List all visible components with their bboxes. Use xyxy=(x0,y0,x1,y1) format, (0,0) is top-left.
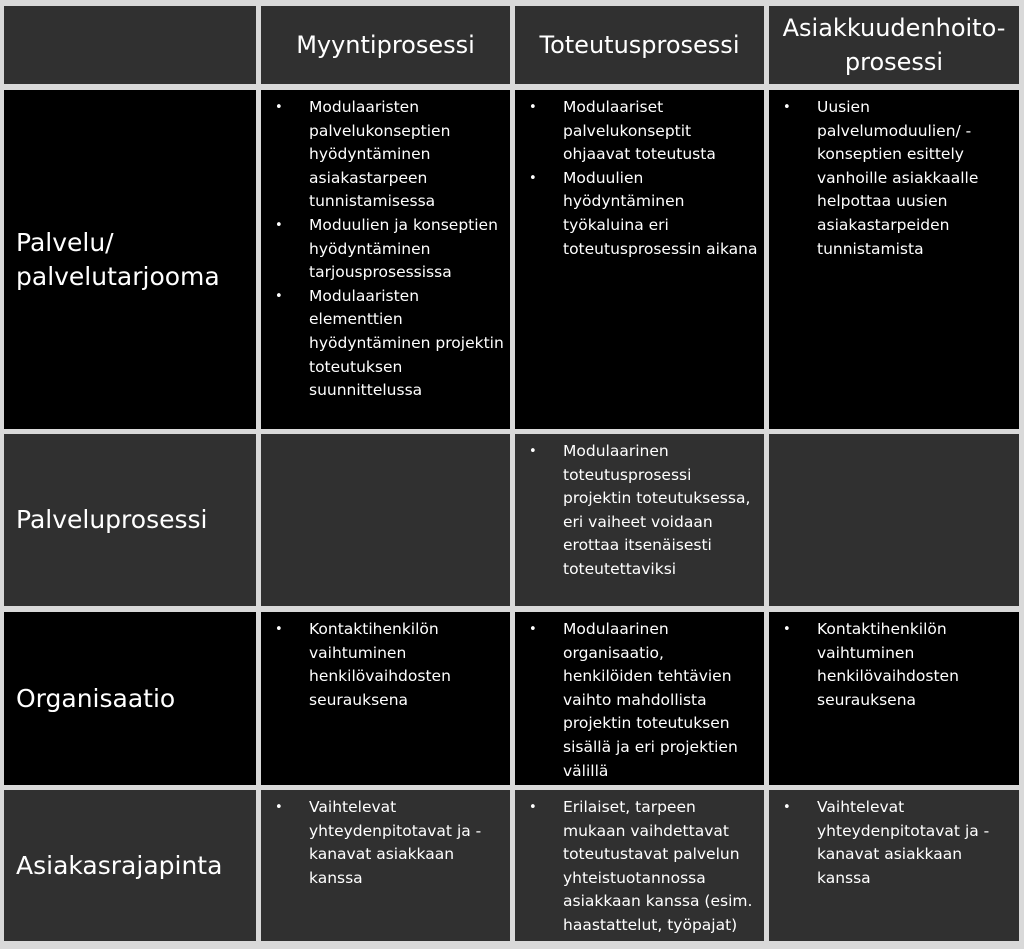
bullet-list xyxy=(515,434,764,582)
bullet-list xyxy=(769,790,1019,890)
bullet-list xyxy=(261,612,510,712)
bullet-list xyxy=(515,790,764,938)
list-item: • Moduulien hyödyntäminen työkaluina eri toteutusprosessin aikana xyxy=(563,167,758,261)
table-cell xyxy=(261,434,510,606)
bullet-list xyxy=(769,90,1019,261)
corner-cell xyxy=(4,6,256,84)
list-item: • Kontaktihenkilön vaihtuminen henkilövaihdosten seurauksena xyxy=(309,618,504,712)
list-item: • Uusien palvelumoduulien/ -konseptien esittely vanhoille asiakkaalle helpottaa uusien asiakastarpeiden tunnistamista xyxy=(817,96,1013,261)
bullet-list xyxy=(769,612,1019,712)
list-item: • Modulaarinen organisaatio, henkilöiden tehtävien vaihto mahdollista projektin toteutuksen sisällä ja eri projektien välillä xyxy=(563,618,758,783)
list-item: • Modulaaristen palvelukonseptien hyödyntäminen asiakastarpeen tunnistamisessa xyxy=(309,96,504,214)
table-cell xyxy=(769,790,1019,941)
row-header-label: Organisaatio xyxy=(16,683,176,713)
table-cell xyxy=(769,612,1019,785)
bullet-list xyxy=(515,612,764,783)
bullet-list xyxy=(261,790,510,890)
list-item: • Modulaaristen elementtien hyödyntäminen projektin toteutuksen suunnittelussa xyxy=(309,285,504,403)
table-cell xyxy=(515,90,764,429)
bullet-list xyxy=(515,90,764,261)
column-header-label: Myyntiprosessi xyxy=(296,31,475,59)
row-header xyxy=(4,434,256,606)
list-item: • Vaihtelevat yhteydenpitotavat ja -kanavat asiakkaan kanssa xyxy=(309,796,504,890)
row-header-label: Palvelu/ palvelutarjooma xyxy=(16,227,220,291)
row-header xyxy=(4,90,256,429)
row-header xyxy=(4,612,256,785)
table-cell xyxy=(515,612,764,785)
bullet-list xyxy=(261,90,510,403)
table-cell xyxy=(261,90,510,429)
table-cell xyxy=(261,612,510,785)
column-header xyxy=(515,6,764,84)
list-item: • Modulaarinen toteutusprosessi projektin toteutuksessa, eri vaiheet voidaan erottaa itsenäisesti toteutettaviksi xyxy=(563,440,758,582)
column-header xyxy=(769,6,1019,84)
table-cell xyxy=(515,434,764,606)
column-header xyxy=(261,6,510,84)
row-header-label: Asiakasrajapinta xyxy=(16,850,223,880)
list-item: • Moduulien ja konseptien hyödyntäminen tarjousprosessissa xyxy=(309,214,504,285)
table-cell xyxy=(769,90,1019,429)
row-header xyxy=(4,790,256,941)
row-header-label: Palveluprosessi xyxy=(16,505,208,534)
column-header-label: Toteutusprosessi xyxy=(539,31,740,59)
list-item: • Kontaktihenkilön vaihtuminen henkilövaihdosten seurauksena xyxy=(817,618,1013,712)
table-cell xyxy=(769,434,1019,606)
list-item: • Vaihtelevat yhteydenpitotavat ja -kanavat asiakkaan kanssa xyxy=(817,796,1013,890)
table-cell xyxy=(261,790,510,941)
list-item: • Modulaariset palvelukonseptit ohjaavat toteutusta xyxy=(563,96,758,167)
list-item: • Erilaiset, tarpeen mukaan vaihdettavat toteutustavat palvelun yhteistuotannossa asiakkaan kanssa (esim. haastattelut, työpajat) xyxy=(563,796,758,938)
column-header-label: Asiakkuudenhoito- prosessi xyxy=(782,14,1006,76)
table-cell xyxy=(515,790,764,941)
